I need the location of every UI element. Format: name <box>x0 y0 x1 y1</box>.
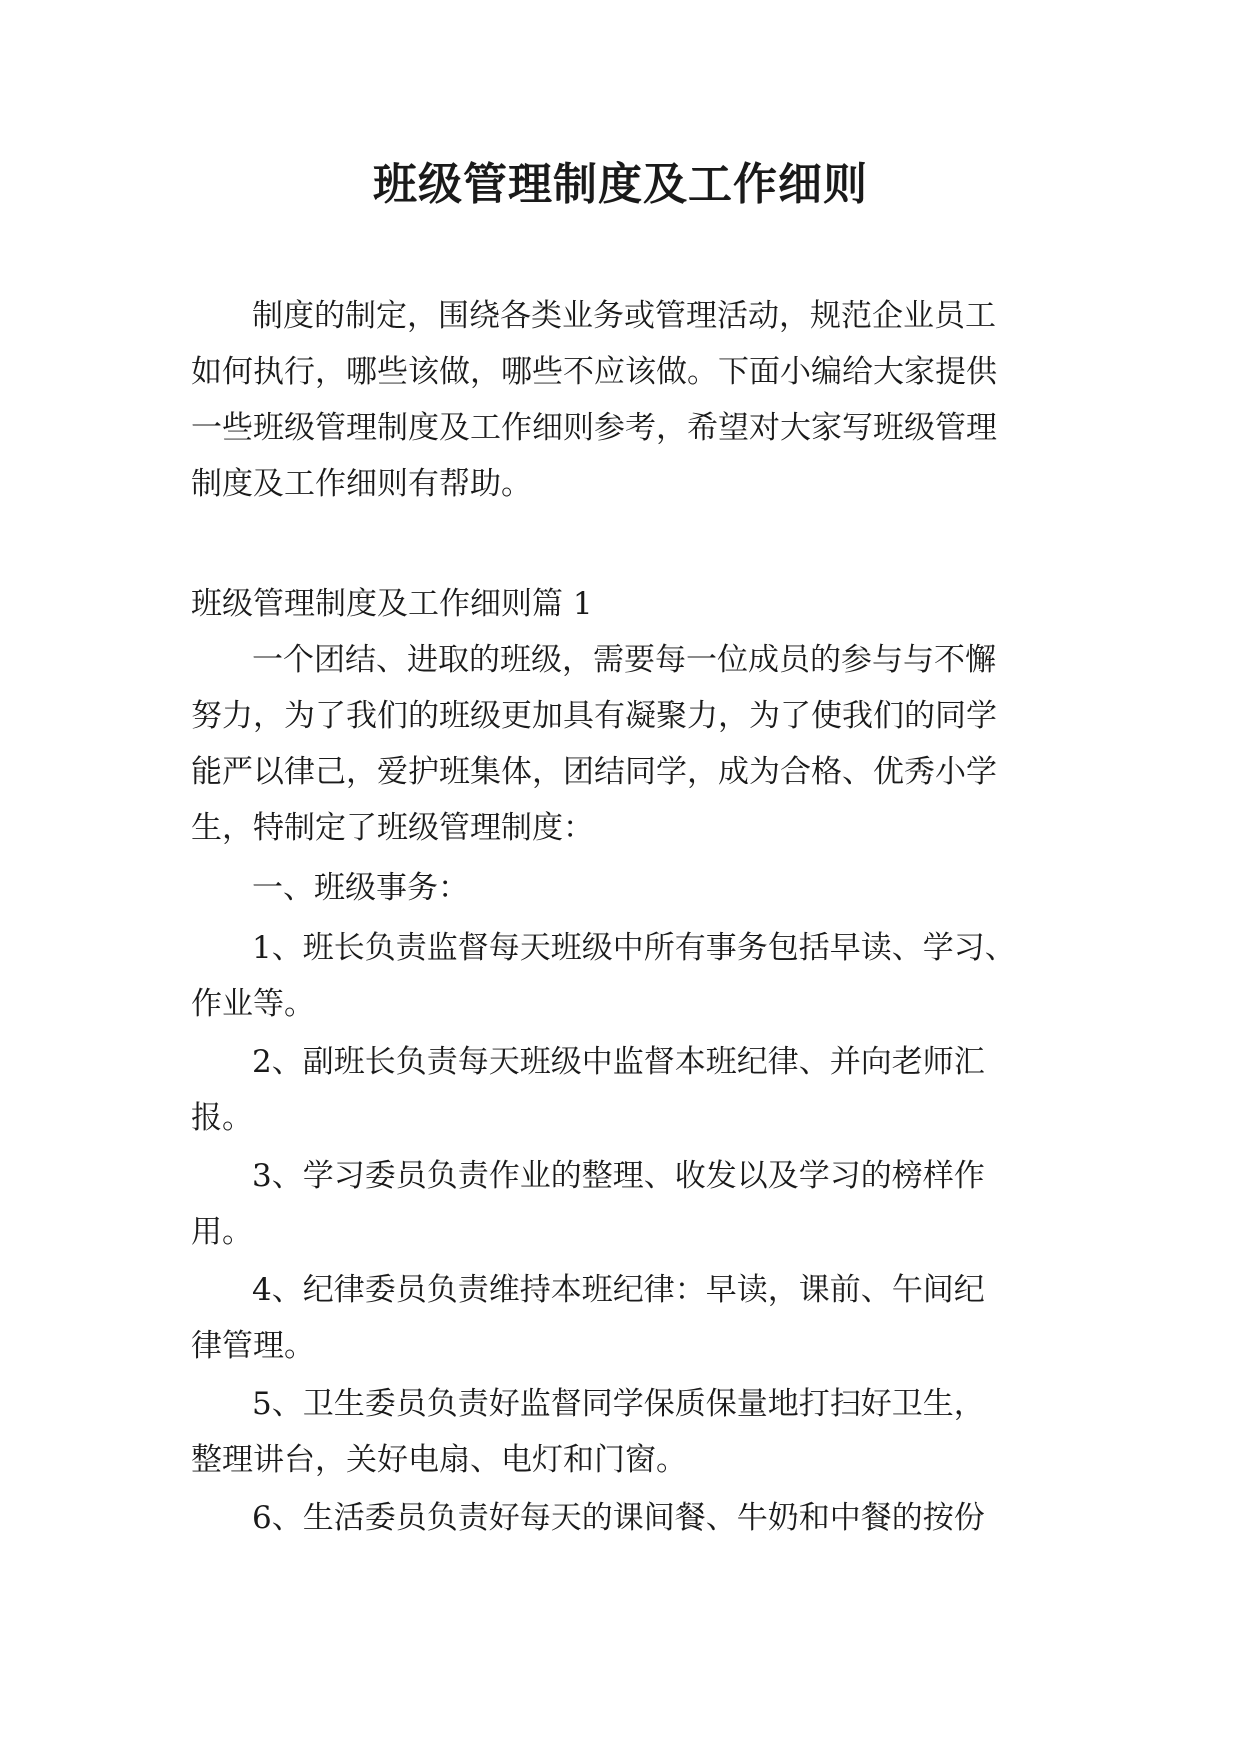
document-title: 班级管理制度及工作细则 <box>373 159 868 210</box>
intro-line: 一些班级管理制度及工作细则参考，希望对大家写班级管理 <box>191 410 997 446</box>
intro-line: 制度的制定，围绕各类业务或管理活动，规范企业员工 <box>252 298 996 334</box>
list-item-line: 整理讲台，关好电扇、电灯和门窗。 <box>191 1442 687 1478</box>
list-item-line: 5、卫生委员负责好监督同学保质保量地打扫好卫生， <box>252 1386 985 1422</box>
list-item-line: 2、副班长负责每天班级中监督本班纪律、并向老师汇 <box>252 1044 985 1080</box>
section-heading: 班级管理制度及工作细则篇 1 <box>191 586 593 622</box>
body-line: 生，特制定了班级管理制度： <box>191 810 594 846</box>
body-line: 一个团结、进取的班级，需要每一位成员的参与与不懈 <box>252 642 996 678</box>
list-item-line: 作业等。 <box>191 986 315 1022</box>
list-item-line: 3、学习委员负责作业的整理、收发以及学习的榜样作 <box>252 1158 985 1194</box>
list-item-line: 报。 <box>191 1100 253 1136</box>
subheading: 一、班级事务： <box>252 870 469 906</box>
list-item-line: 1、班长负责监督每天班级中所有事务包括早读、学习、 <box>252 930 1016 966</box>
body-line: 能严以律己，爱护班集体，团结同学，成为合格、优秀小学 <box>191 754 997 790</box>
intro-line: 制度及工作细则有帮助。 <box>191 466 532 502</box>
intro-line: 如何执行，哪些该做，哪些不应该做。下面小编给大家提供 <box>191 354 997 390</box>
body-line: 努力，为了我们的班级更加具有凝聚力，为了使我们的同学 <box>191 698 997 734</box>
list-item-line: 律管理。 <box>191 1328 315 1364</box>
list-item-line: 6、生活委员负责好每天的课间餐、牛奶和中餐的按份 <box>252 1500 985 1536</box>
list-item-line: 用。 <box>191 1214 253 1250</box>
list-item-line: 4、纪律委员负责维持本班纪律：早读，课前、午间纪 <box>252 1272 985 1308</box>
